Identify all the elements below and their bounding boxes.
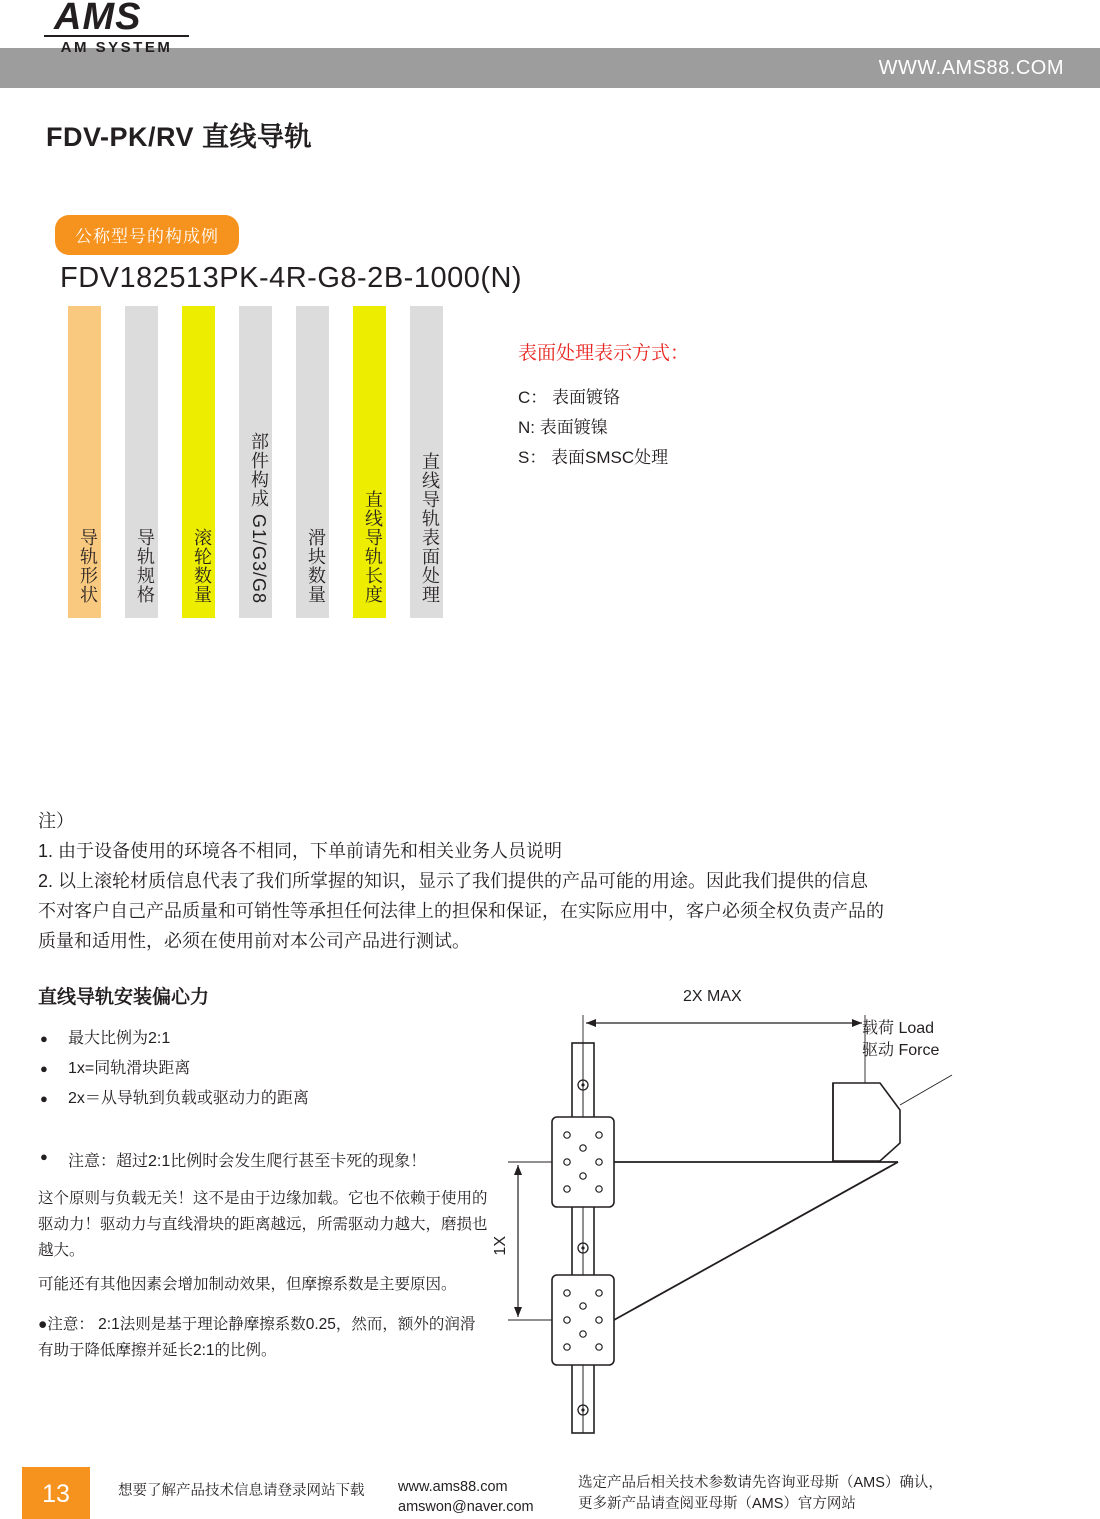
code-bar [182,306,215,618]
notes-line-1: 1. 由于设备使用的环境各不相同，下单前请先和相关业务人员说明 [38,841,563,861]
logo-sub-text: AM SYSTEM [44,35,189,56]
eccentric-paragraph-2: 可能还有其他因素会增加制动效果，但摩擦系数是主要原因。 [38,1276,457,1293]
eccentric-bullet-list [40,1024,510,1114]
code-bar [68,306,101,618]
code-bar-label: 导轨规格 [135,528,155,604]
footer-left-text: 想要了解产品技术信息请登录网站下载 [118,1483,365,1499]
eccentric-paragraph-3: ●注意： 2:1法则是基于理论静摩擦系数0.25，然而，额外的润滑有助于降低摩擦并延长2:1的比例。 [38,1316,476,1359]
notes-heading: 注） [38,811,74,831]
code-bar-label: 导轨形状 [78,528,98,604]
eccentric-warning: ● 注意：超过2:1比例时会发生爬行甚至卡死的现象！ [40,1148,510,1171]
model-code-example: FDV182513PK-4R-G8-2B-1000(N) [60,262,523,294]
header-website-url: WWW.AMS88.COM [878,57,1064,79]
footer-right-text [578,1473,943,1515]
code-bar-label: 直线导轨表面处理 [420,452,440,604]
code-bar [296,306,329,618]
eccentric-load-diagram [500,975,1020,1445]
page-title: FDV-PK/RV 直线导轨 [46,122,313,152]
surface-treatment-title: 表面处理表示方式： [518,343,690,364]
eccentric-section-heading: 直线导轨安装偏心力 [38,987,210,1008]
code-bar-label: 部件构成 G1/G3/G8 [249,431,269,604]
load-label-line1: 载荷 Load [862,1020,935,1037]
logo-main-text: AMS [54,0,142,38]
diagram-svg [500,975,1020,1445]
footer-right-line2: 更多新产品请查阅亚母斯（AMS）官方网站 [578,1496,856,1512]
footer-website: www.ams88.com [398,1479,508,1495]
list-item: ● 1x=同轨滑块距离 [40,1054,510,1084]
code-bar-label: 直线导轨长度 [363,490,383,604]
load-label-line2: 驱动 Force [862,1042,940,1059]
ams-logo [44,0,224,56]
notes-block [38,806,978,956]
code-bar [239,306,272,618]
notes-line-2: 2. 以上滚轮材质信息代表了我们所掌握的知识，显示了我们提供的产品可能的用途。因此我们提供的信息 [38,871,869,891]
dimension-label-1x: 1X [492,1236,509,1256]
code-bar-label: 滚轮数量 [192,528,212,604]
dimension-label-2x-max: 2X MAX [683,988,742,1005]
page-number: 13 [42,1480,70,1508]
notes-line-4: 质量和适用性，必须在使用前对本公司产品进行测试。 [38,931,470,951]
eccentric-paragraph-1: 这个原则与负载无关！这不是由于边缘加载。它也不依赖于使用的驱动力！驱动力与直线滑块的距离越远，所需驱动力越大，磨损也越大。 [38,1190,488,1259]
surface-treatment-option-c: C： 表面镀铬 [518,388,620,407]
footer-right-line1: 选定产品后相关技术参数请先咨询亚母斯（AMS）确认， [578,1475,943,1491]
notes-line-3: 不对客户自己产品质量和可销性等承担任何法律上的担保和保证，在实际应用中，客户必须全权负责产品的 [38,901,884,921]
section-pill-label: 公称型号的构成例 [55,215,239,255]
footer-contact [398,1477,534,1517]
list-item: ● 2x＝从导轨到负载或驱动力的距离 [40,1084,510,1114]
code-bar [125,306,158,618]
surface-treatment-option-s: S： 表面SMSC处理 [518,448,669,467]
list-item: ● 最大比例为2:1 [40,1024,510,1054]
code-bar-label: 滑块数量 [306,528,326,604]
surface-treatment-option-n: N: 表面镀镍 [518,418,608,437]
load-force-label [862,1018,939,1062]
code-bar [410,306,443,618]
code-bar [353,306,386,618]
footer-email: amswon@naver.com [398,1499,534,1515]
